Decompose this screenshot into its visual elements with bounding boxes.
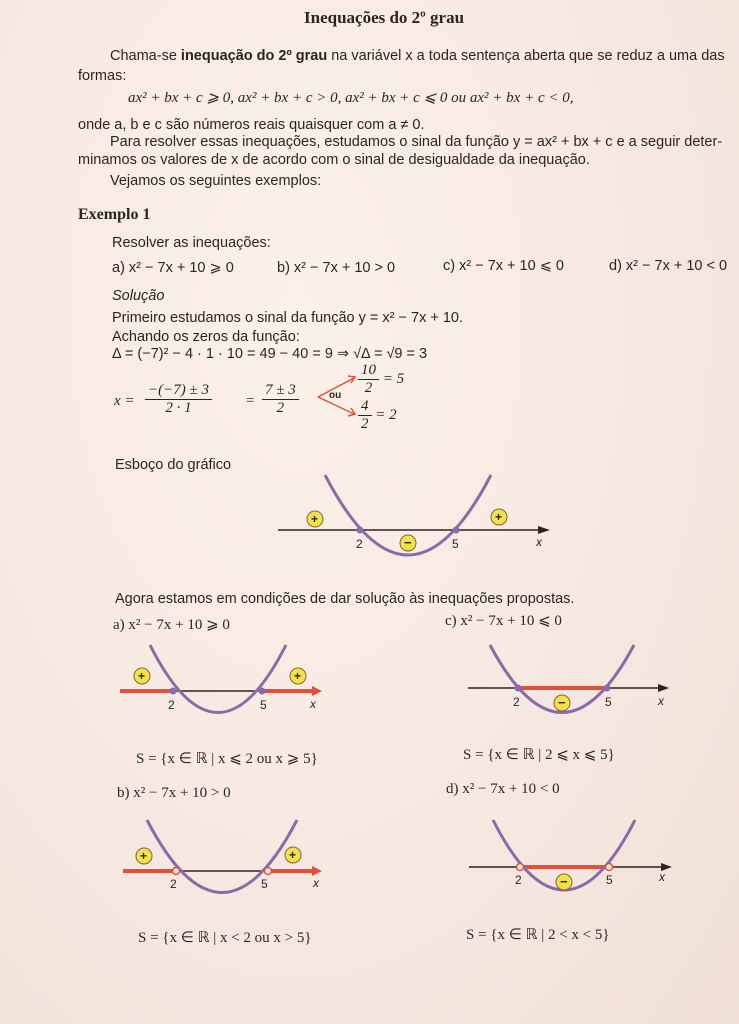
- open-point-2-b: [173, 868, 180, 875]
- root-label-5: 5: [452, 537, 459, 551]
- task-text: Resolver as inequações:: [112, 235, 271, 251]
- intro-term: inequação do 2º grau: [180, 48, 328, 64]
- root-2-c: 2: [513, 695, 520, 709]
- frac2-den: 2: [276, 400, 285, 416]
- x-label: x =: [114, 393, 135, 409]
- sign-graph: [270, 470, 560, 570]
- method-line-2: minamos os valores de x de acordo com o sinal de desigualdade da inequação.: [78, 152, 590, 168]
- or-label: ou: [329, 390, 342, 401]
- plus-right-b: +: [289, 848, 297, 862]
- solution-set-b: S = {x ∈ ℝ | x < 2 ou x > 5}: [138, 930, 312, 946]
- solution-set-a: S = {x ∈ ℝ | x ⩽ 2 ou x ⩾ 5}: [136, 751, 318, 767]
- solution-d-title: d) x² − 7x + 10 < 0: [446, 781, 560, 797]
- root-point-5: [453, 527, 460, 534]
- root-2-fraction: [358, 398, 397, 433]
- closed-point-2-a: [170, 688, 177, 695]
- inequality-forms: ax² + bx + c ⩾ 0, ax² + bx + c > 0, ax² + bx + c ⩽ 0 ou ax² + bx + c < 0,: [128, 90, 574, 106]
- example-heading: Exemplo 1: [78, 206, 151, 223]
- item-c: c) x² − 7x + 10 ⩽ 0: [443, 258, 564, 274]
- minus-c: −: [558, 695, 566, 710]
- root-5-b: 5: [261, 877, 268, 891]
- root-5-a: 5: [260, 698, 267, 712]
- zeros-line: Achando os zeros da função:: [112, 329, 300, 345]
- open-point-2-d: [517, 864, 524, 871]
- graph-a: [110, 640, 340, 735]
- r2-den: 2: [361, 416, 369, 432]
- solution-label: Solução: [112, 288, 165, 304]
- sketch-label: Esboço do gráfico: [115, 457, 232, 473]
- root-2-d: 2: [515, 873, 522, 887]
- intro-coefficients: onde a, b e c são números reais quaisquer com a ≠ 0.: [78, 117, 425, 133]
- equals-sign: =: [245, 393, 256, 409]
- r1-den: 2: [364, 380, 373, 396]
- closed-point-5-c: [604, 685, 611, 692]
- frac1-num: −(−7) ± 3: [145, 382, 212, 400]
- page-title: Inequações do 2º grau: [304, 8, 465, 27]
- conditions-text: Agora estamos em condições de dar solução às inequações propostas.: [115, 591, 575, 607]
- axis-x-c: x: [658, 694, 664, 708]
- method-line-1: Para resolver essas inequações, estudamos o sinal da função y = ax² + bx + c e a seguir deter-: [110, 134, 723, 150]
- minus-d: −: [560, 874, 568, 889]
- frac1-den: 2 · 1: [165, 400, 192, 416]
- x-axis-arrow-icon: [538, 526, 550, 534]
- study-line: Primeiro estudamos o sinal da função y = x² − 7x + 10.: [112, 310, 464, 326]
- open-point-5-d: [606, 864, 613, 871]
- closed-point-5-a: [259, 688, 266, 695]
- item-b: b) x² − 7x + 10 > 0: [277, 260, 396, 276]
- intro-line-2: formas:: [78, 68, 127, 84]
- frac2-num: 7 ± 3: [262, 382, 299, 400]
- intro-line-1: [110, 46, 725, 66]
- delta-line: Δ = (−7)² − 4 · 1 · 10 = 49 − 40 = 9 ⇒ √Δ = √9 = 3: [112, 346, 428, 362]
- simplified-fraction: [262, 382, 299, 417]
- arrow-icon-c: [658, 684, 669, 692]
- root-point-2: [357, 527, 364, 534]
- plus-sign-left: +: [311, 512, 319, 526]
- intro-text-end: na variável x a toda sentença aberta que se reduz a uma das: [327, 48, 725, 64]
- root-2-a: 2: [168, 698, 175, 712]
- root-5-c: 5: [605, 695, 612, 709]
- axis-x-b: x: [313, 876, 319, 890]
- root-5-d: 5: [606, 873, 613, 887]
- axis-label: x: [536, 535, 542, 549]
- axis-x-a: x: [310, 697, 316, 711]
- open-point-5-b: [265, 868, 272, 875]
- intro-text-start: Chama-se: [110, 48, 181, 64]
- plus-sign-right: +: [495, 510, 503, 524]
- plus-left-a: +: [138, 669, 146, 683]
- r2-num: 4: [358, 398, 372, 416]
- plus-left-b: +: [140, 849, 148, 863]
- axis-x-d: x: [659, 870, 665, 884]
- r1-num: 10: [358, 362, 379, 380]
- closed-point-2-c: [515, 685, 522, 692]
- graph-d: [463, 815, 693, 910]
- item-d: d) x² − 7x + 10 < 0: [609, 258, 728, 274]
- solution-c-title: c) x² − 7x + 10 ⩽ 0: [445, 613, 562, 629]
- root-2-b: 2: [170, 877, 177, 891]
- root-5-fraction: [358, 362, 404, 397]
- minus-sign: −: [404, 535, 412, 550]
- root-label-2: 2: [356, 537, 363, 551]
- bhaskara-fraction: [145, 382, 212, 417]
- solution-b-title: b) x² − 7x + 10 > 0: [117, 785, 231, 801]
- item-a: a) x² − 7x + 10 ⩾ 0: [112, 260, 234, 276]
- examples-intro: Vejamos os seguintes exemplos:: [110, 173, 322, 189]
- r1-value: = 5: [382, 370, 405, 387]
- plus-right-a: +: [294, 669, 302, 683]
- arrow-icon-a: [312, 686, 322, 696]
- solution-set-d: S = {x ∈ ℝ | 2 < x < 5}: [466, 927, 610, 943]
- arrow-icon-b: [312, 866, 322, 876]
- graph-c: [460, 640, 690, 735]
- solution-set-c: S = {x ∈ ℝ | 2 ⩽ x ⩽ 5}: [463, 747, 615, 763]
- r2-value: = 2: [375, 406, 397, 423]
- graph-b: [115, 815, 345, 910]
- solution-a-title: a) x² − 7x + 10 ⩾ 0: [113, 617, 230, 633]
